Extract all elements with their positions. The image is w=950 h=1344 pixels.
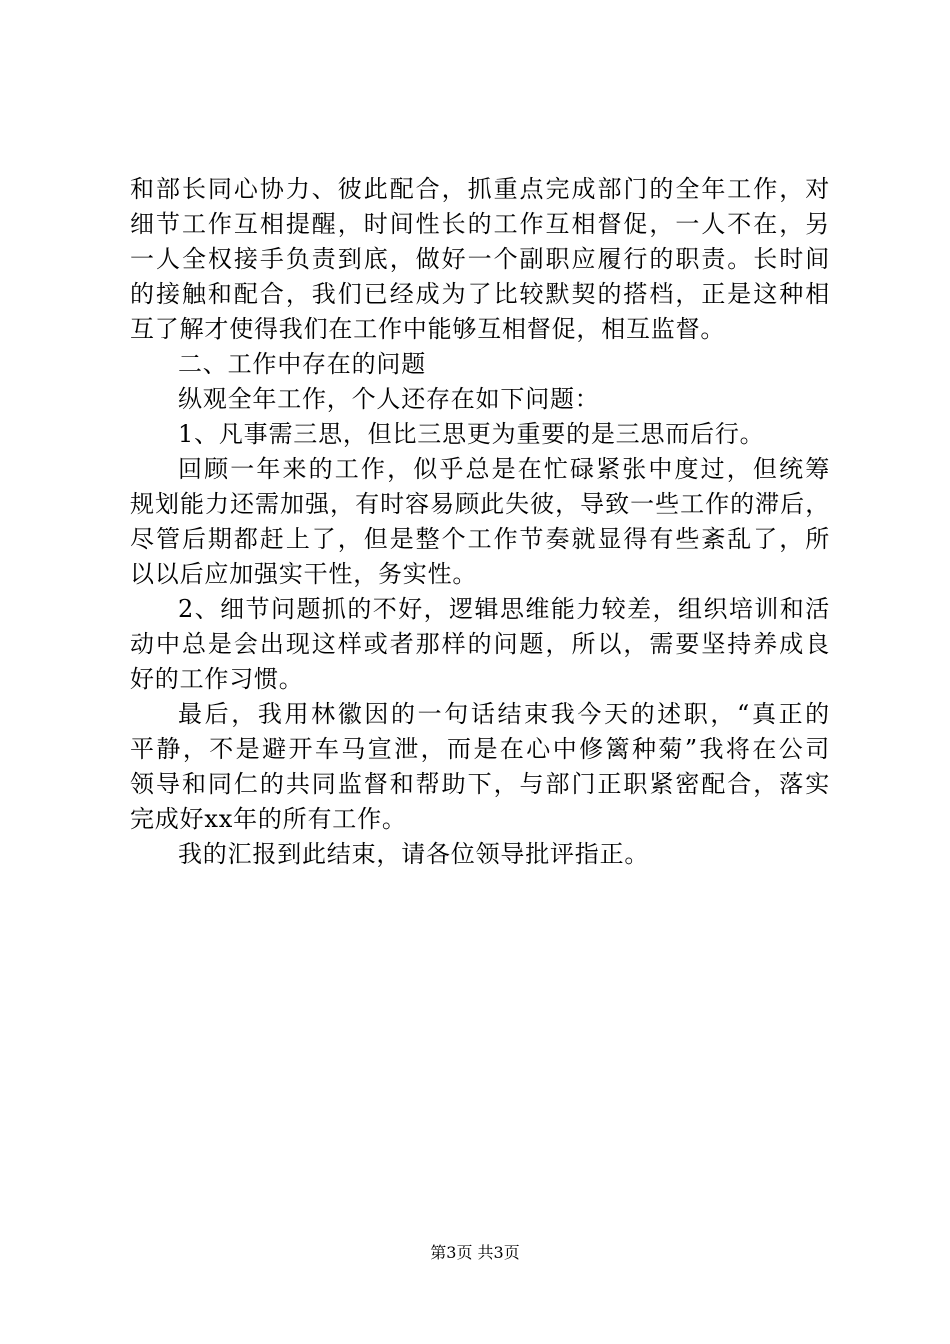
list-item-heading: 2、细节问题抓的不好，逻辑思维能力较差，组织培训和活 [178,595,830,623]
paragraph-line: 尽管后期都赶上了，但是整个工作节奏就显得有些紊乱了，所 [130,525,830,553]
paragraph-line: 的接触和配合，我们已经成为了比较默契的搭档，正是这种相 [130,280,830,308]
paragraph-line: 一人全权接手负责到底，做好一个副职应履行的职责。长时间 [130,245,830,273]
paragraph-line: 回顾一年来的工作，似乎总是在忙碌紧张中度过，但统筹 [178,455,830,483]
closing-line: 我的汇报到此结束，请各位领导批评指正。 [178,840,650,868]
paragraph-line: 细节工作互相提醒，时间性长的工作互相督促，一人不在，另 [130,210,830,238]
paragraph-line: 领导和同仁的共同监督和帮助下，与部门正职紧密配合，落实 [130,770,830,798]
paragraph-line: 完成好xx年的所有工作。 [130,805,407,833]
paragraph-line: 动中总是会出现这样或者那样的问题，所以，需要坚持养成良 [130,630,830,658]
list-item-heading: 1、凡事需三思，但比三思更为重要的是三思而后行。 [178,420,765,448]
paragraph-line: 平静，不是避开车马宣泄，而是在心中修篱种菊”我将在公司 [130,735,830,763]
paragraph-line: 和部长同心协力、彼此配合，抓重点完成部门的全年工作，对 [130,175,830,203]
paragraph-line: 互了解才使得我们在工作中能够互相督促，相互监督。 [130,315,726,343]
section-heading: 二、工作中存在的问题 [178,350,426,378]
paragraph-line: 最后，我用林徽因的一句话结束我今天的述职，“真正的 [178,700,830,728]
paragraph-line: 好的工作习惯。 [130,665,304,693]
paragraph-line: 纵观全年工作，个人还存在如下问题： [178,385,600,413]
document-body [130,172,830,872]
paragraph-line: 以以后应加强实干性，务实性。 [130,560,478,588]
paragraph-line: 规划能力还需加强，有时容易顾此失彼，导致一些工作的滞后， [130,490,830,518]
page-number-footer: 第3页 共3页 [430,1243,520,1262]
